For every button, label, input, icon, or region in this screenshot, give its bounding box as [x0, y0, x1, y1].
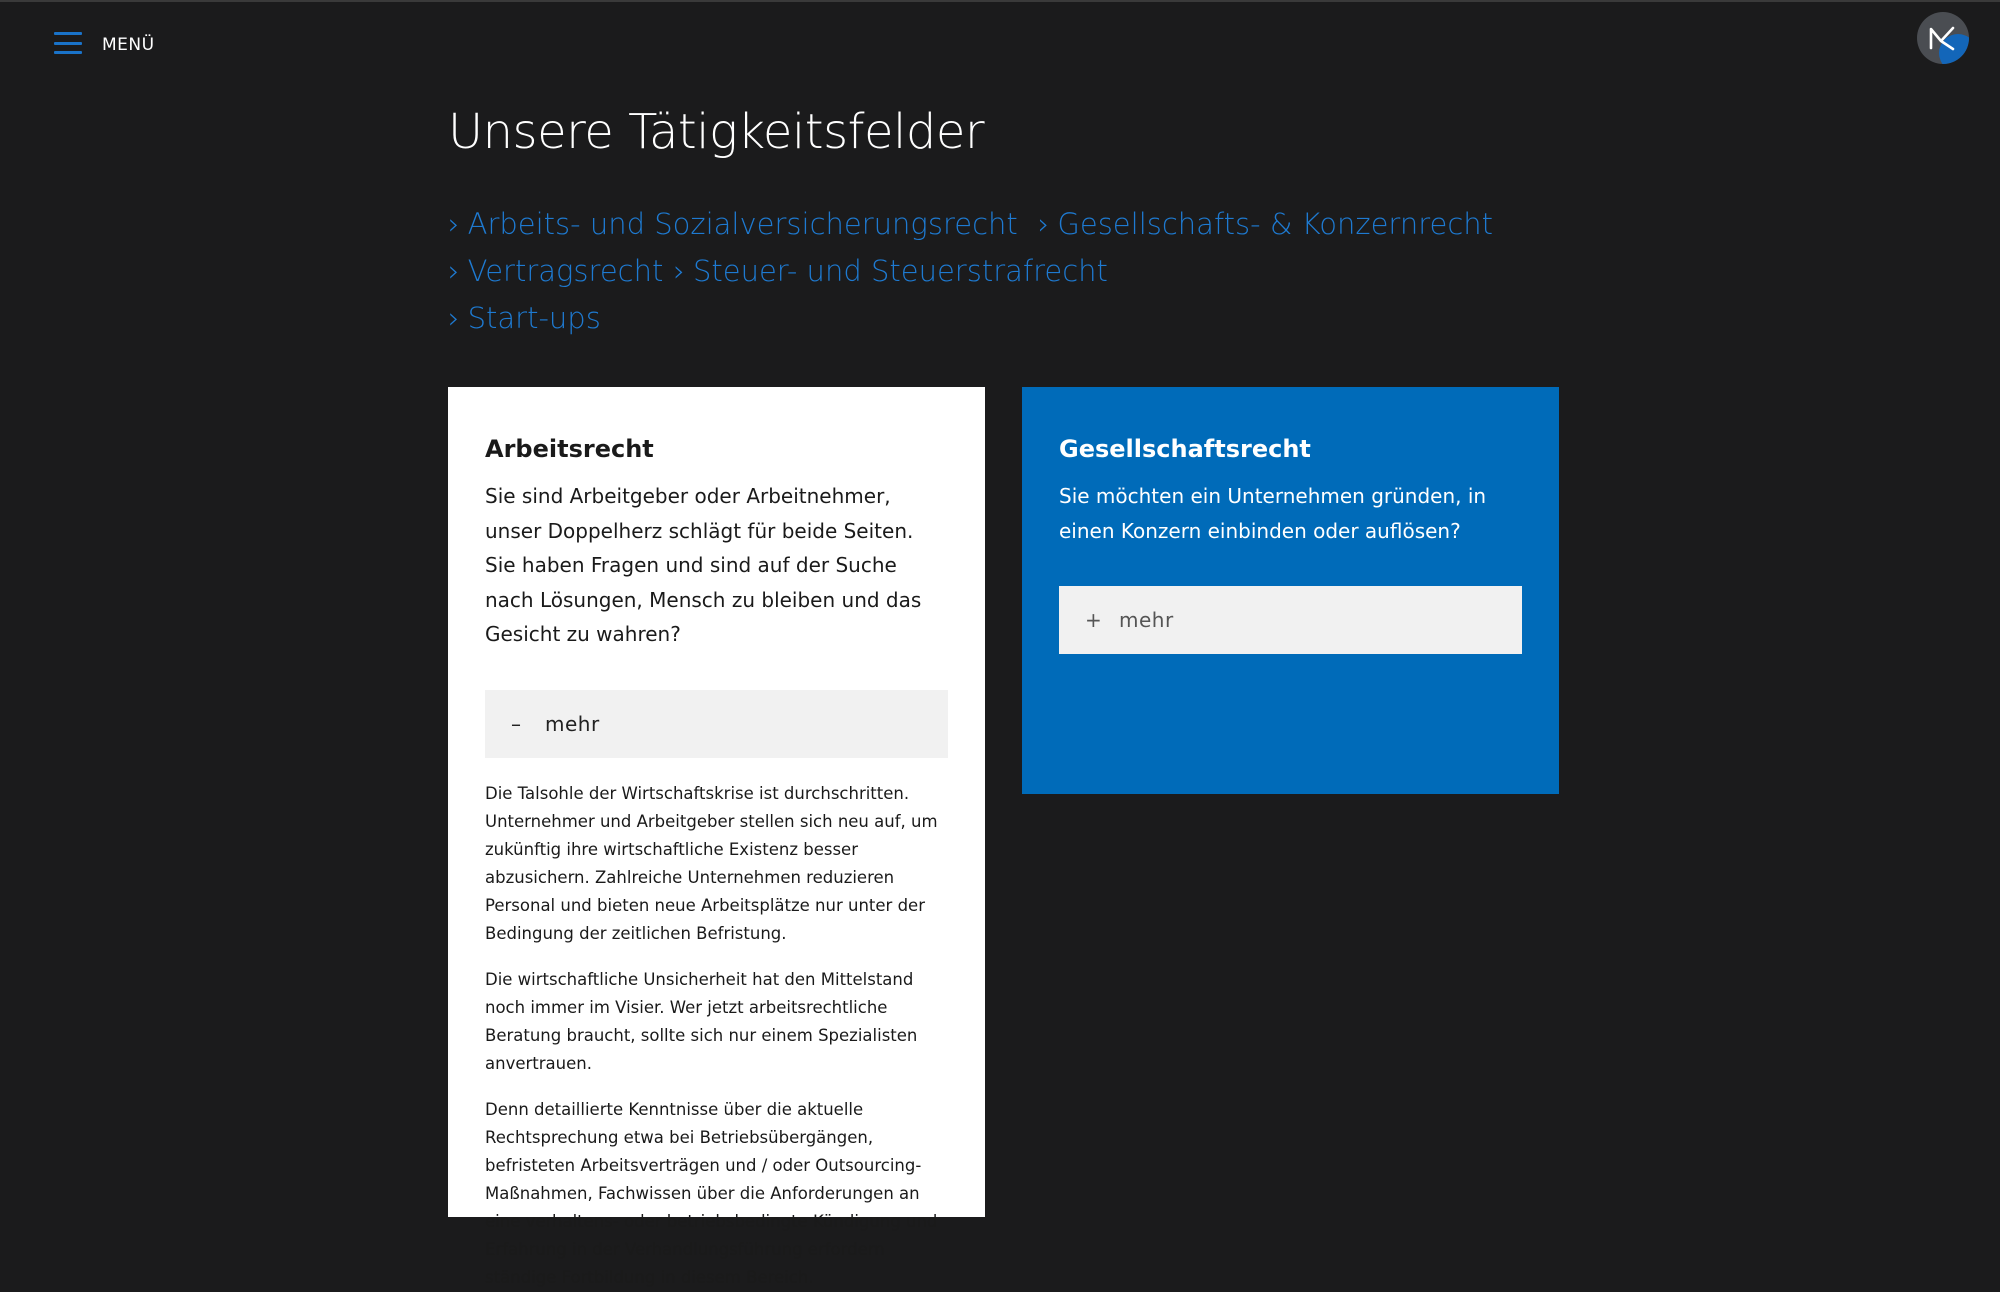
chevron-right-icon: ›	[448, 253, 460, 288]
toggle-label: mehr	[545, 711, 600, 736]
card-gesellschaftsrecht	[1022, 387, 1559, 794]
chevron-right-icon: ›	[1037, 206, 1050, 241]
practice-areas-nav	[448, 200, 1558, 341]
body-paragraph: Die Talsohle der Wirtschaftskrise ist durchschritten. Unternehmer und Arbeitgeber stellen sich neu auf, um zukünftig ihre wirtschaftliche Existenz besser abzusichern. Zahlreiche Unternehmen reduzieren Personal und bieten neue Arbeitsplätze nur unter der Bedingung der zeitlichen Befristung.	[485, 783, 938, 943]
body-paragraph: Die wirtschaftliche Unsicherheit hat den Mittelstand noch immer im Visier. Wer jetzt arbeitsrechtliche Beratung braucht, sollte sich nur einem Spezialisten anvertrauen.	[485, 969, 918, 1073]
nav-link-label: Arbeits- und Sozialversicherungsrecht	[467, 206, 1018, 241]
nav-link-label: Start-ups	[467, 300, 601, 335]
nav-row	[448, 294, 1558, 341]
chevron-right-icon: ›	[448, 300, 460, 335]
body-paragraph: Denn detaillierte Kenntnisse über die aktuelle Rechtsprechung etwa bei Betriebsübergängen, befristeten Arbeitsverträgen und / oder Outsourcing-Maßnahmen, Fachwissen über die Anforderungen an eine verhaltens- oder betriebsbedingte Kündigung und Erfahrung in der Verhandlungsführung erfordern ständige Fortbildung in diesem Bereich.	[485, 1099, 938, 1287]
nav-link-label: Gesellschafts- & Konzernrecht	[1057, 206, 1494, 241]
top-border	[0, 0, 2000, 2]
card-intro: Sie sind Arbeitgeber oder Arbeitnehmer, unser Doppelherz schlägt für beide Seiten. Sie haben Fragen und sind auf der Suche nach Lösungen, Mensch zu bleiben und das Gesicht zu wahren?	[485, 484, 922, 646]
card-intro: Sie möchten ein Unternehmen gründen, in einen Konzern einbinden oder auflösen?	[1059, 484, 1487, 543]
nav-link-arbeitsrecht[interactable]	[448, 207, 1018, 241]
nav-link-startups[interactable]	[448, 301, 601, 335]
nav-link-steuerrecht[interactable]	[673, 254, 1108, 288]
nav-row	[448, 247, 1558, 294]
plus-icon: +	[1085, 608, 1102, 632]
logo-mark-icon	[1917, 12, 1969, 64]
menu-label: MENÜ	[102, 35, 155, 55]
page-title: Unsere Tätigkeitsfelder	[448, 104, 985, 160]
card-title: Gesellschaftsrecht	[1059, 434, 1311, 463]
card-arbeitsrecht	[448, 387, 985, 1287]
hamburger-icon	[54, 32, 82, 54]
card-expanded-content	[485, 780, 948, 1292]
nav-link-label: Vertragsrecht	[467, 253, 664, 288]
nav-link-gesellschaftsrecht[interactable]	[1038, 207, 1493, 241]
nav-link-label: Steuer- und Steuerstrafrecht	[692, 253, 1108, 288]
card-title: Arbeitsrecht	[485, 434, 654, 463]
minus-icon: –	[511, 711, 521, 736]
menu-toggle[interactable]	[54, 26, 155, 60]
more-toggle-button[interactable]	[485, 690, 948, 758]
nav-link-vertragsrecht[interactable]	[448, 254, 663, 288]
chevron-right-icon: ›	[448, 206, 460, 241]
more-toggle-button[interactable]	[1059, 586, 1522, 654]
toggle-label: mehr	[1119, 608, 1174, 632]
nav-row	[448, 200, 1558, 247]
logo[interactable]	[1917, 12, 1969, 64]
chevron-right-icon: ›	[673, 253, 685, 288]
